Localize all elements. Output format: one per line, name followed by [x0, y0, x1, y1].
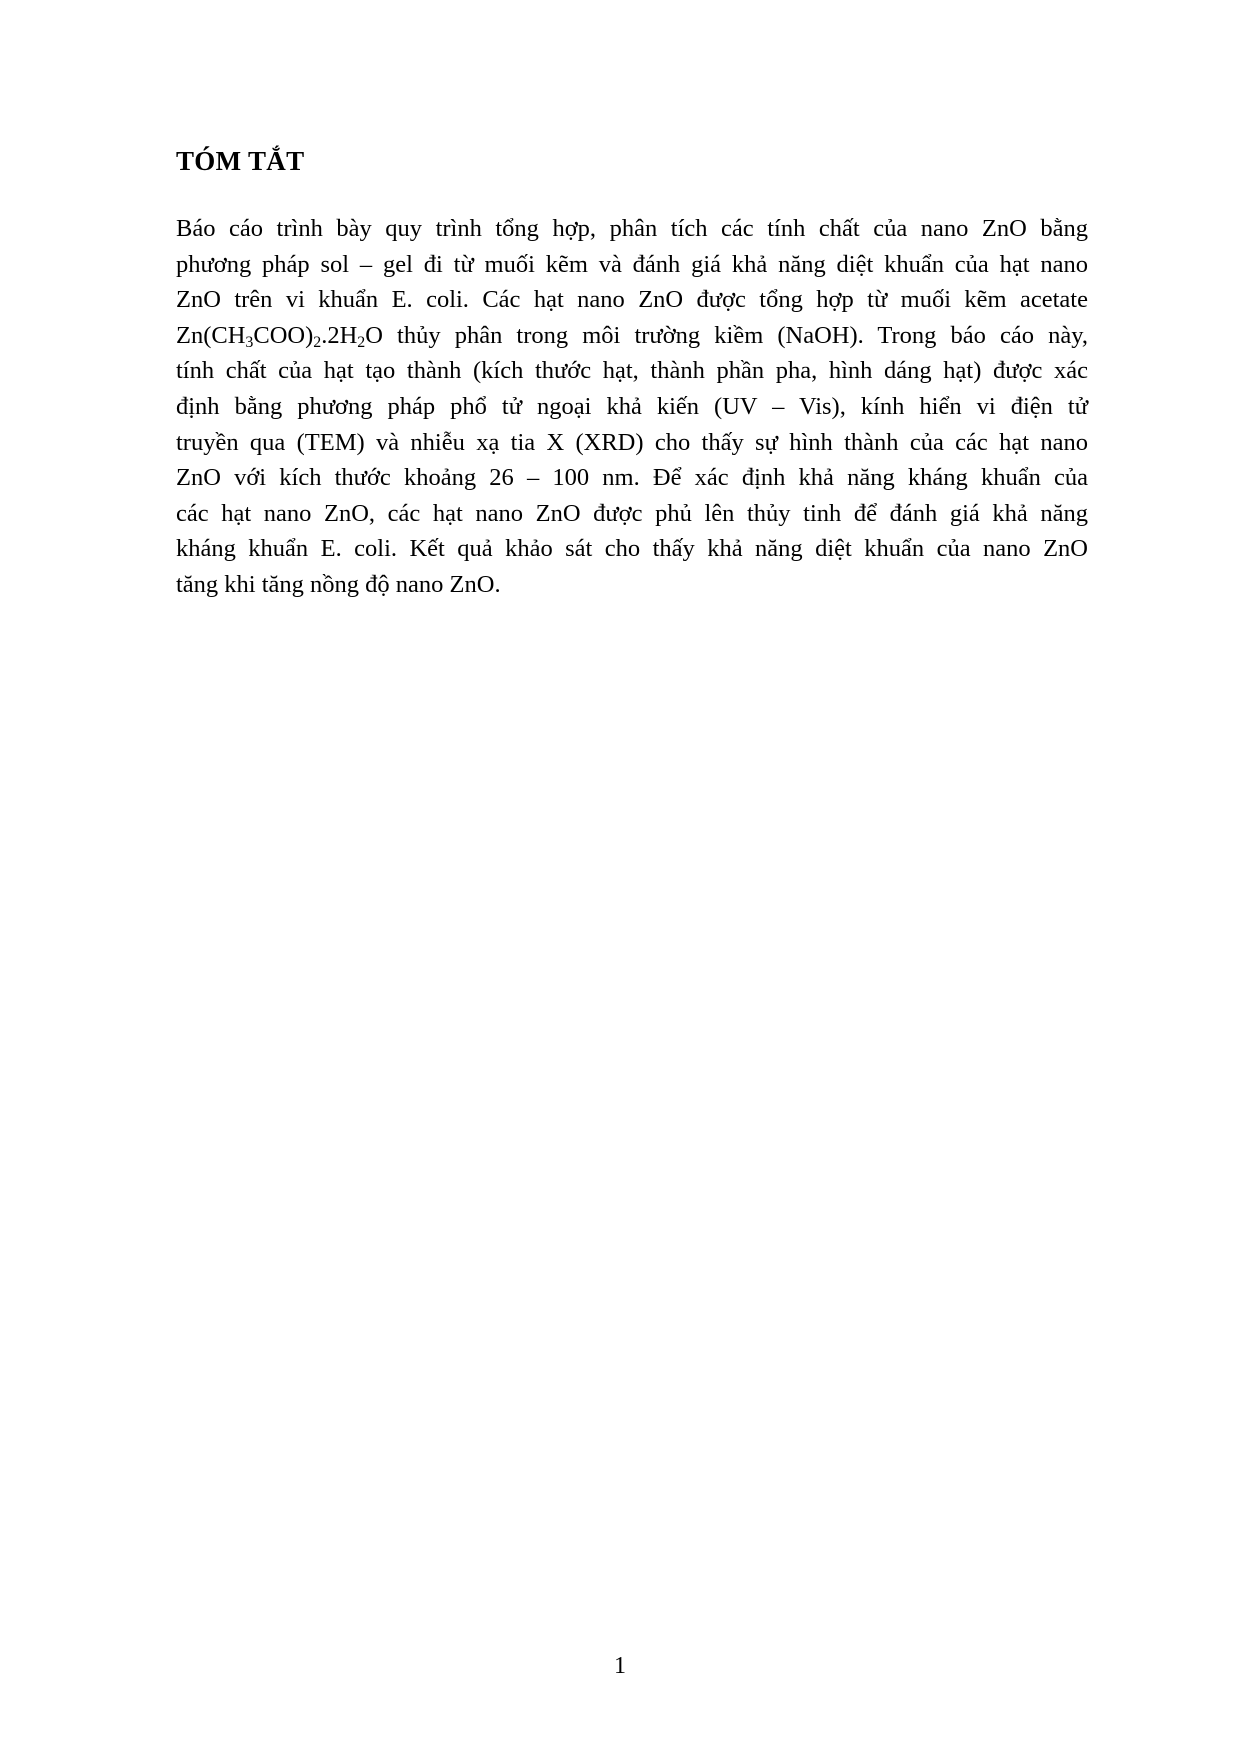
formula-suffix: O thủy phân trong môi trường kiềm (NaOH). Trong báo cáo này,: [365, 321, 1088, 349]
abstract-line-4-formula: [176, 318, 1088, 354]
abstract-line-8: ZnO với kích thước khoảng 26 – 100 nm. Để xác định khả năng kháng khuẩn của: [176, 464, 1088, 492]
formula-prefix: Zn(CH: [176, 321, 246, 349]
abstract-paragraph: [176, 211, 1088, 603]
formula-mid-2: .2H: [321, 321, 358, 349]
formula-mid: COO): [253, 321, 314, 349]
abstract-line-6: định bằng phương pháp phổ tử ngoại khả kiến (UV – Vis), kính hiển vi điện tử: [176, 392, 1088, 420]
abstract-line-9: các hạt nano ZnO, các hạt nano ZnO được phủ lên thủy tinh để đánh giá khả năng: [176, 499, 1088, 527]
formula-subscript-3: 2: [357, 333, 366, 351]
page-number: 1: [614, 1653, 626, 1679]
abstract-line-1: Báo cáo trình bày quy trình tổng hợp, phân tích các tính chất của nano ZnO bằng: [176, 215, 1088, 242]
formula-subscript-1: 3: [245, 333, 254, 351]
abstract-line-10: kháng khuẩn E. coli. Kết quả khảo sát cho thấy khả năng diệt khuẩn của nano ZnO: [176, 535, 1088, 563]
section-heading: TÓM TẮT: [176, 146, 305, 176]
abstract-line-3: ZnO trên vi khuẩn E. coli. Các hạt nano ZnO được tổng hợp từ muối kẽm acetate: [176, 286, 1088, 314]
abstract-line-11: tăng khi tăng nồng độ nano ZnO.: [176, 570, 501, 598]
abstract-line-2: phương pháp sol – gel đi từ muối kẽm và đánh giá khả năng diệt khuẩn của hạt nano: [176, 250, 1088, 278]
formula-subscript-2: 2: [313, 333, 322, 351]
abstract-line-7: truyền qua (TEM) và nhiễu xạ tia X (XRD) cho thấy sự hình thành của các hạt nano: [176, 428, 1088, 456]
abstract-line-5: tính chất của hạt tạo thành (kích thước hạt, thành phần pha, hình dáng hạt) được xác: [176, 357, 1088, 385]
